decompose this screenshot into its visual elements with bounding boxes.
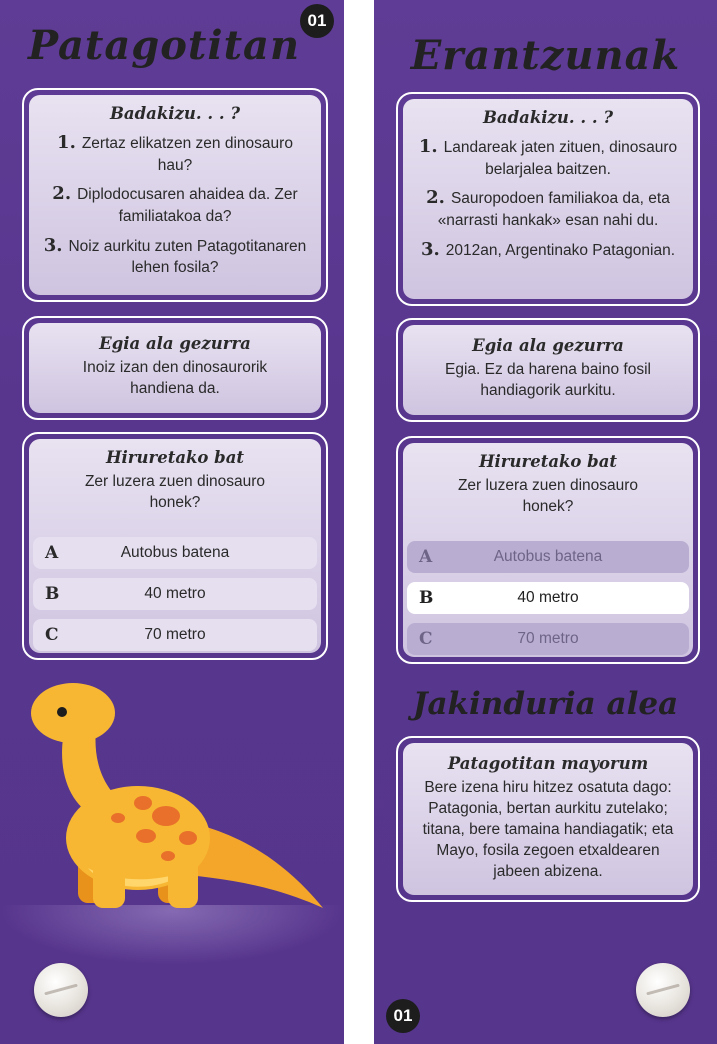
panel-heading: Egia ala gezurra [472,336,624,355]
page-number-badge: 01 [300,4,334,38]
panel-heading: Egia ala gezurra [99,334,251,353]
true-false-panel [22,316,328,420]
panel-heading: Hiruretako bat [478,452,618,471]
answer-text: Egia. Ez da harena baino fosil handiagorik aurkitu. [445,361,651,400]
panel-heading: Hiruretako bat [105,448,245,467]
rivet-icon [34,963,88,1017]
question-card [0,0,344,1044]
rivet-icon [636,963,690,1017]
question-2: 2. Diplodocusaren ahaidea da. Zer familiatakoa da? [52,183,298,225]
panel-heading: Badakizu. . . ? [482,108,614,127]
multiple-choice-panel [396,436,700,664]
answer-2: 2. Sauropodoen familiakoa da, eta «narrasti hankak» esan nahi du. [426,187,670,229]
answer-3: 3. 2012an, Argentinako Patagonian. [420,238,676,260]
option-c[interactable]: C 70 metro [407,623,689,655]
true-false-panel [396,318,700,422]
knowledge-text: Bere izena hiru hitzez osatuta dago: Patagonia, bertan aurkitu zutelako; titana, bere tamaina handiagatik; eta Mayo, fosila zegoen etxaldearen jabeen abizena. [422,779,674,880]
question-text: Zer luzera zuen dinosauro honek? [84,473,266,512]
answer-1: 1. Landareak jaten zituen, dinosauro belarjalea baitzen. [418,136,678,178]
page-number-badge: 01 [386,999,420,1033]
panel-heading: Patagotitan mayorum [447,754,649,773]
questions-panel [22,88,328,302]
multiple-choice-panel [22,432,328,660]
knowledge-panel [396,736,700,902]
option-b[interactable]: B 40 metro [33,578,317,610]
panel-heading: Badakizu. . . ? [109,104,241,123]
option-a[interactable]: A Autobus batena [407,541,689,573]
answers-panel [396,92,700,306]
question-text: Zer luzera zuen dinosauro honek? [457,477,639,516]
option-c[interactable]: C 70 metro [33,619,317,651]
dinosaur-illustration [18,668,328,918]
card-title: Erantzunak [410,32,681,79]
card-title: Patagotitan [27,22,301,69]
question-1: 1. Zertaz elikatzen zen dinosauro hau? [57,132,293,174]
option-a[interactable]: A Autobus batena [33,537,317,569]
answer-card [374,0,717,1044]
question-3: 3. Noiz aurkitu zuten Patagotitanaren lehen fosila? [43,234,307,276]
section-title: Jakinduria alea [412,686,679,722]
statement-text: Inoiz izan den dinosaurorik handiena da. [82,359,268,398]
option-b-correct[interactable]: B 40 metro [407,582,689,614]
